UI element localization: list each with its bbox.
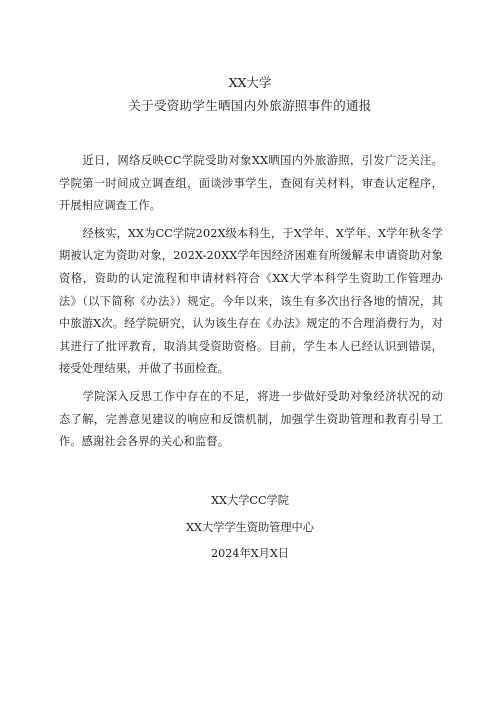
paragraph-3: 学院深入反思工作中存在的不足，将进一步做好受助对象经济状况的动态了解，完善意见建议的响应和反馈机制，加强学生资助管理和教育引导工作。感谢社会各界的关心和监督。	[59, 389, 443, 449]
signature-college: XX大学CC学院	[211, 494, 289, 507]
paragraph-2: 经核实，XX为CC学院202X级本科生，于X学年、X学年、X学年秋冬学期被认定为资助对象，202X-20XX学年因经济困难有所缓解未申请资助对象资格，资助的认定流程和申请材料符合《XX大学本科学生资助工作管理办法》（以下简称《办法》）规定。今年以来，该生有多次出行各地的情况，其中旅游X次。经学院研究，认为该生存在《办法》规定的不合理消费行为，对其进行了批评教育，取消其受资助资格。目前，学生本人已经认识到错误，接受处理结果，并做了书面检查。	[59, 226, 443, 376]
notice-body	[59, 150, 443, 459]
signature-center: XX大学学生资助管理中心	[186, 521, 314, 534]
paragraph-1: 近日，网络反映CC学院受助对象XX晒国内外旅游照，引发广泛关注。学院第一时间成立调查组，面谈涉事学生，查阅有关材料，审查认定程序，开展相应调查工作。	[59, 154, 443, 213]
signature-date: 2024年X月X日	[211, 547, 289, 560]
notice-title: 关于受资助学生晒国内外旅游照事件的通报	[128, 98, 372, 113]
institution-heading: XX大学	[228, 75, 272, 90]
